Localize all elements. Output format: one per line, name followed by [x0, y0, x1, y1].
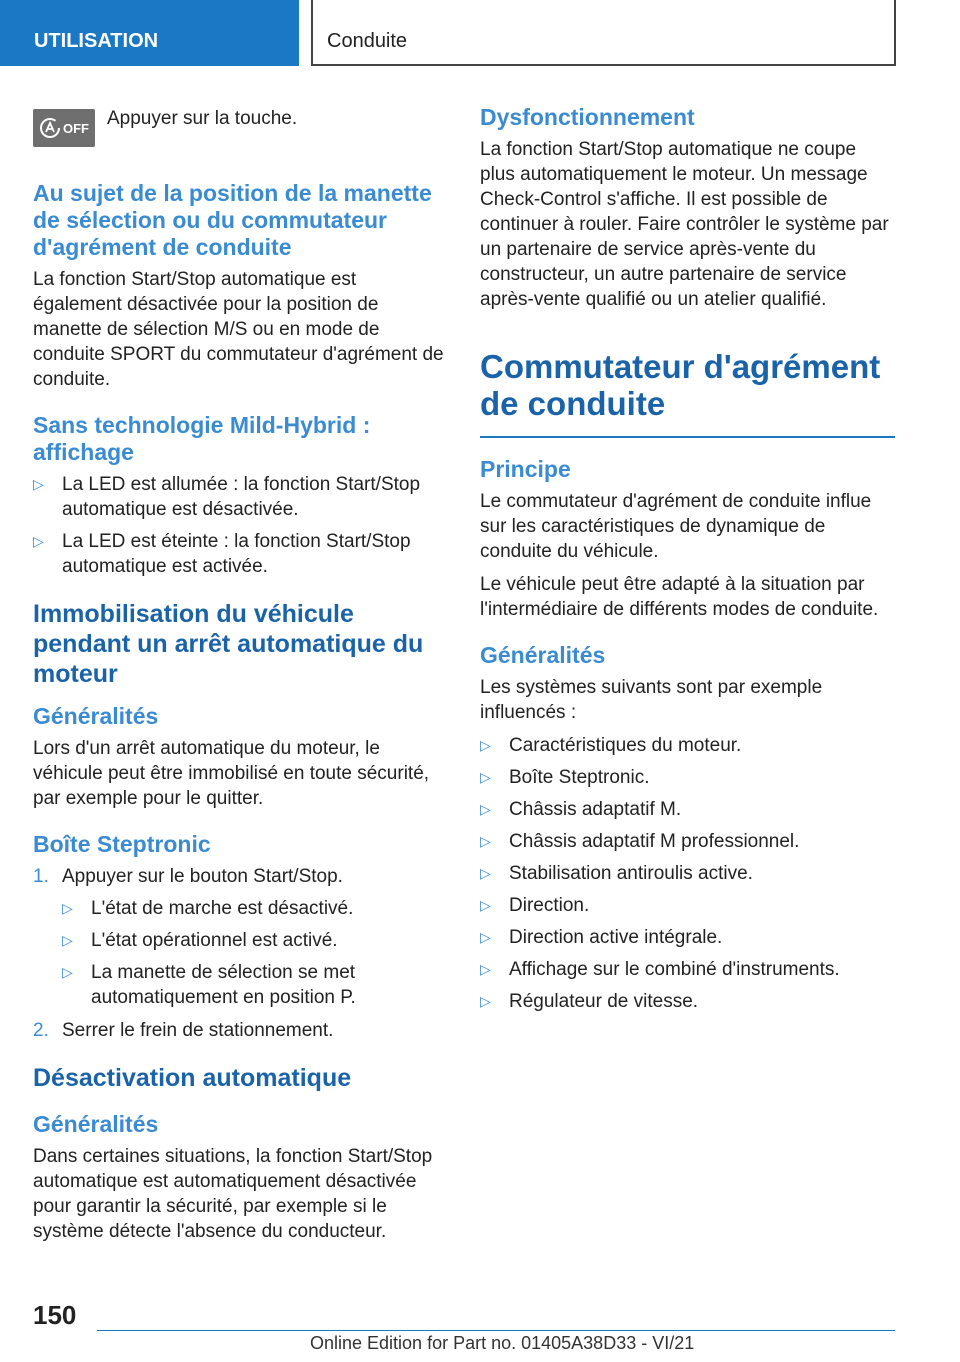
triangle-right-icon: ▷ — [62, 964, 73, 980]
chapter-title: Conduite — [327, 30, 408, 52]
list-item: ▷ Châssis adaptatif M. — [480, 799, 682, 820]
list-item: ▷ Stabilisation antiroulis active. — [480, 863, 753, 884]
title-drive-mode-switch: Commutateur d'agrément de conduite — [480, 348, 881, 422]
list-item: ▷ Affichage sur le combiné d'instruments. — [480, 959, 840, 980]
triangle-right-icon: ▷ — [33, 476, 44, 492]
list-item: ▷ Boîte Steptronic. — [480, 767, 650, 788]
triangle-right-icon: ▷ — [33, 533, 44, 549]
paragraph-principle-2: Le véhicule peut être adapté à la situation par l'intermédiaire de différents modes de conduite. — [480, 574, 879, 620]
triangle-right-icon: ▷ — [480, 833, 491, 849]
step-number: 1. — [33, 866, 49, 887]
heading-selector-position: Au sujet de la position de la manette de sélection ou du commutateur d'agrément de conduite — [33, 180, 432, 260]
triangle-right-icon: ▷ — [480, 897, 491, 913]
list-item: ▷ Régulateur de vitesse. — [480, 991, 699, 1012]
paragraph-malfunction: La fonction Start/Stop automatique ne coupe plus automatiquement le moteur. Un message Check-Control s'affiche. Il est possible de continuer à rouler. Faire contrôler le système par un partenaire de service après-vente du constructeur, un autre partenaire de service après-vente qualifié ou un atelier qualifié. — [480, 139, 889, 310]
triangle-right-icon: ▷ — [480, 993, 491, 1009]
heading-steptronic: Boîte Steptronic — [33, 831, 211, 857]
list-item: ▷ La LED est allumée : la fonction Start/Stop automatique est désactivée. — [33, 474, 421, 520]
edition-text: Online Edition for Part no. 01405A38D33 - VI/21 — [310, 1333, 695, 1353]
list-item: ▷ Direction active intégrale. — [480, 927, 723, 948]
off-label: OFF — [63, 120, 89, 136]
page-number: 150 — [33, 1300, 77, 1330]
left-column — [33, 100, 445, 1252]
triangle-right-icon: ▷ — [480, 801, 491, 817]
list-item: ▷ La manette de sélection se met automatiquement en position P. — [62, 962, 356, 1008]
paragraph-principle-1: Le commutateur d'agrément de conduite influe sur les caractéristiques de dynamique de conduite du véhicule. — [480, 491, 872, 562]
steptronic-steps — [33, 864, 445, 1043]
triangle-right-icon: ▷ — [480, 929, 491, 945]
step-item: 1. Appuyer sur le bouton Start/Stop. ▷ L'état de marche est désactivé. ▷ L'état opérationnel est activé. ▷ La manette de sélection se met automatiquement en position P. — [33, 864, 445, 1010]
chapter-tab — [311, 0, 896, 66]
influenced-systems-list — [480, 733, 895, 1014]
subheading-generalities: Généralités — [33, 1111, 159, 1137]
right-column — [480, 100, 895, 1022]
section-title: UTILISATION — [34, 30, 159, 52]
step-item: 2. Serrer le frein de stationnement. — [33, 1020, 334, 1041]
triangle-right-icon: ▷ — [62, 932, 73, 948]
heading-immobilisation: Immobilisation du véhicule pendant un arrêt automatique du moteur — [33, 600, 424, 688]
triangle-right-icon: ▷ — [480, 737, 491, 753]
title-divider — [480, 436, 895, 438]
subheading-generalities: Généralités — [33, 703, 159, 729]
heading-generalities: Généralités — [480, 642, 606, 668]
led-list — [33, 472, 445, 579]
triangle-right-icon: ▷ — [62, 900, 73, 916]
triangle-right-icon: ▷ — [480, 865, 491, 881]
step-number: 2. — [33, 1020, 49, 1041]
list-item: ▷ Direction. — [480, 895, 590, 916]
paragraph-generalities: Les systèmes suivants sont par exemple influencés : — [480, 677, 823, 723]
triangle-right-icon: ▷ — [480, 961, 491, 977]
paragraph-immobilisation: Lors d'un arrêt automatique du moteur, le véhicule peut être immobilisé en toute sécurité, par exemple pour le quitter. — [33, 738, 430, 809]
heading-led-display: Sans technologie Mild-Hybrid : affichage — [33, 412, 371, 465]
step-sublist — [62, 896, 445, 1010]
auto-start-stop-off-icon — [33, 109, 95, 147]
footer-divider — [97, 1330, 895, 1331]
list-item: ▷ L'état opérationnel est activé. — [62, 930, 338, 951]
triangle-right-icon: ▷ — [480, 769, 491, 785]
list-item: ▷ L'état de marche est désactivé. — [62, 898, 354, 919]
list-item: ▷ Châssis adaptatif M professionnel. — [480, 831, 800, 852]
list-item: ▷ Caractéristiques du moteur. — [480, 735, 742, 756]
paragraph-selector-position: La fonction Start/Stop automatique est également désactivée pour la position de manette de sélection M/S ou en mode de conduite SPORT du commutateur d'agrément de conduite. — [33, 269, 444, 390]
auto-a-circle-icon — [39, 117, 61, 139]
button-instruction — [33, 100, 445, 150]
list-item: ▷ La LED est éteinte : la fonction Start/Stop automatique est activée. — [33, 531, 411, 577]
heading-auto-deactivation: Désactivation automatique — [33, 1064, 352, 1092]
heading-principle: Principe — [480, 456, 571, 482]
button-instruction-text: Appuyer sur la touche. — [107, 108, 298, 129]
paragraph-auto-deactivation: Dans certaines situations, la fonction Start/Stop automatique est automatiquement désactivée pour garantir la sécurité, par exemple si le système détecte l'absence du conducteur. — [33, 1146, 433, 1242]
heading-malfunction: Dysfonctionnement — [480, 104, 695, 130]
section-tab — [0, 0, 299, 66]
